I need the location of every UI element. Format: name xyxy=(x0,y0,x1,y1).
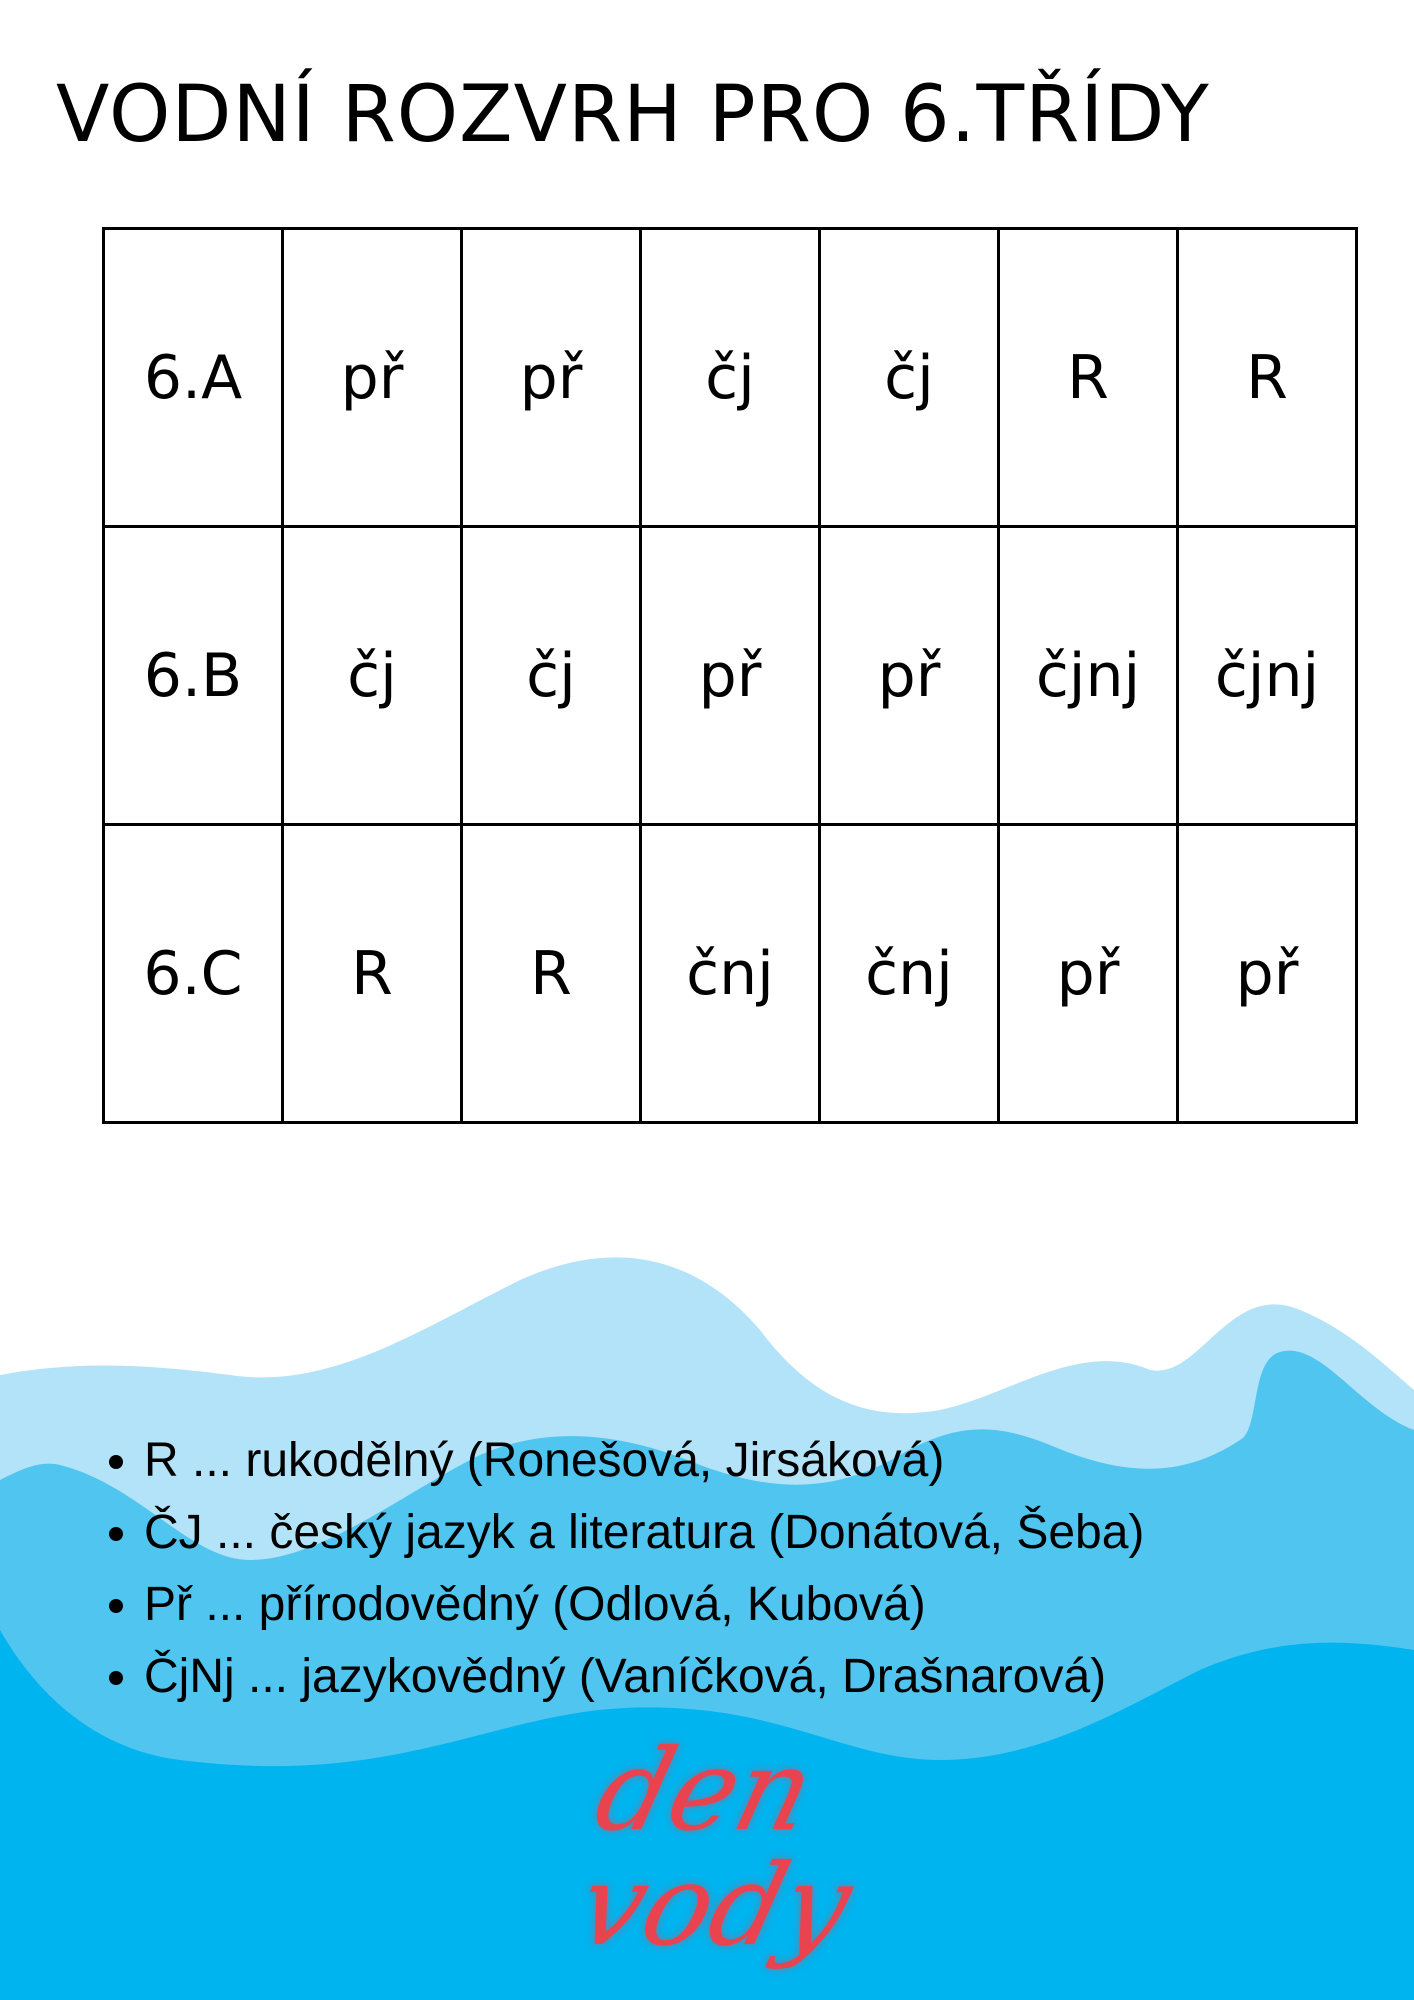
list-item: • ČJ ... český jazyk a literatura (Donátová, Šeba) xyxy=(144,1497,1144,1569)
class-cell: 6.C xyxy=(104,825,283,1123)
table-cell: př xyxy=(820,527,999,825)
table-cell: R xyxy=(999,229,1178,527)
table-cell: čj xyxy=(283,527,462,825)
table-cell: čnj xyxy=(820,825,999,1123)
list-item: • R ... rukodělný (Ronešová, Jirsáková) xyxy=(144,1425,1144,1497)
list-item: • ČjNj ... jazykovědný (Vaníčková, Drašnarová) xyxy=(144,1641,1144,1713)
table-cell: př xyxy=(999,825,1178,1123)
legend-list xyxy=(92,1425,1144,1713)
list-item: • Př ... přírodovědný (Odlová, Kubová) xyxy=(144,1569,1144,1641)
table-row xyxy=(104,527,1357,825)
class-cell: 6.B xyxy=(104,527,283,825)
table-cell: čj xyxy=(641,229,820,527)
table-cell: př xyxy=(1178,825,1357,1123)
table-cell: čjnj xyxy=(999,527,1178,825)
schedule-table xyxy=(102,227,1358,1124)
table-cell: čj xyxy=(462,527,641,825)
table-cell: čjnj xyxy=(1178,527,1357,825)
table-cell: př xyxy=(641,527,820,825)
table-row xyxy=(104,229,1357,527)
class-cell: 6.A xyxy=(104,229,283,527)
logo-word-den: den xyxy=(583,1726,827,1856)
table-row xyxy=(104,825,1357,1123)
table-cell: R xyxy=(462,825,641,1123)
logo-word-vody: vody xyxy=(565,1841,865,1971)
den-vody-logo xyxy=(545,1726,865,1985)
table-cell: čj xyxy=(820,229,999,527)
table-cell: R xyxy=(283,825,462,1123)
table-cell: př xyxy=(462,229,641,527)
table-cell: R xyxy=(1178,229,1357,527)
page-title: VODNÍ ROZVRH PRO 6.TŘÍDY xyxy=(56,70,1210,160)
table-cell: čnj xyxy=(641,825,820,1123)
table-cell: př xyxy=(283,229,462,527)
